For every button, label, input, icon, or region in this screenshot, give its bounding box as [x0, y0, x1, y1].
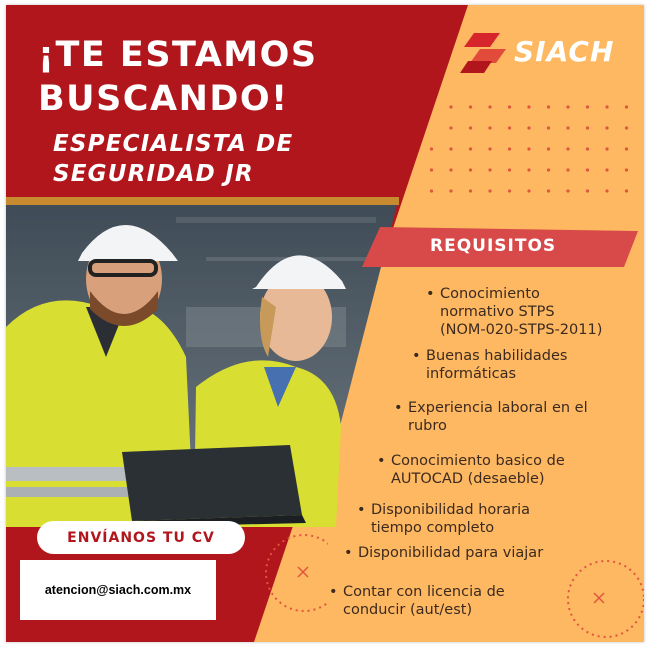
decorative-dot — [566, 147, 569, 150]
job-title-line-1: ESPECIALISTA DE — [53, 131, 294, 157]
decorative-dot — [469, 126, 472, 129]
decorative-dot — [488, 168, 491, 171]
decorative-dot — [469, 147, 472, 150]
requirement-item-1: • Conocimiento normativo STPS (NOM-020-STPS-2011) — [426, 286, 603, 338]
email-link[interactable]: atencion@siach.com.mx — [44, 583, 192, 597]
requirement-item-5: • Disponibilidad horaria tiempo completo — [357, 502, 531, 536]
headline — [38, 33, 318, 121]
decorative-dot — [586, 147, 589, 150]
decorative-dot — [488, 189, 491, 192]
decorative-dot — [605, 126, 608, 129]
requirement-item-2: • Buenas habilidades informáticas — [412, 348, 568, 382]
decorative-dot — [449, 147, 452, 150]
decorative-dot — [430, 147, 433, 150]
decorative-dot — [449, 105, 452, 108]
decorative-dot — [469, 105, 472, 108]
requirement-item-6: • Disponibilidad para viajar — [344, 545, 544, 561]
headline-line-1: ¡TE ESTAMOS — [38, 35, 318, 75]
decorative-dot — [430, 189, 433, 192]
dotted-circle-decoration — [244, 521, 328, 631]
headline-line-2: BUSCANDO! — [38, 79, 289, 119]
decorative-dot — [625, 189, 628, 192]
requirements-title: REQUISITOS — [430, 236, 557, 256]
decorative-dot — [586, 168, 589, 171]
decorative-dot — [605, 147, 608, 150]
decorative-dot — [605, 105, 608, 108]
send-cv-button[interactable]: ENVÍANOS TU CV — [37, 521, 245, 554]
decorative-dot — [508, 168, 511, 171]
decorative-dot — [449, 126, 452, 129]
decorative-dot — [566, 126, 569, 129]
requirement-item-7: • Contar con licencia de conducir (aut/est) — [329, 584, 505, 618]
decorative-dot — [488, 126, 491, 129]
decorative-dot — [527, 189, 530, 192]
decorative-dot — [625, 126, 628, 129]
decorative-dot — [547, 189, 550, 192]
decorative-dot — [547, 126, 550, 129]
decorative-dot — [586, 126, 589, 129]
decorative-dot — [527, 147, 530, 150]
decorative-dot — [508, 105, 511, 108]
decorative-dot — [488, 147, 491, 150]
decorative-dot — [625, 105, 628, 108]
siach-logo-icon — [460, 33, 512, 75]
decorative-dot — [527, 168, 530, 171]
decorative-dot — [566, 168, 569, 171]
requirement-item-3: • Experiencia laboral en el rubro — [394, 400, 588, 434]
decorative-dot — [508, 189, 511, 192]
dot-pattern-top — [406, 103, 638, 203]
decorative-dot — [625, 147, 628, 150]
decorative-dot — [605, 189, 608, 192]
decorative-dot — [508, 147, 511, 150]
decorative-dot — [527, 126, 530, 129]
decorative-dot — [566, 189, 569, 192]
decorative-dot — [488, 105, 491, 108]
job-poster — [6, 5, 644, 642]
decorative-dot — [430, 168, 433, 171]
decorative-dot — [449, 189, 452, 192]
workers-photo-icon — [6, 197, 406, 527]
decorative-dot — [527, 105, 530, 108]
decorative-dot — [586, 105, 589, 108]
decorative-dot — [547, 147, 550, 150]
decorative-dot — [547, 168, 550, 171]
brand-name: SIACH — [514, 35, 615, 68]
decorative-dot — [586, 189, 589, 192]
decorative-dot — [566, 105, 569, 108]
decorative-dot — [547, 105, 550, 108]
decorative-dot — [605, 168, 608, 171]
decorative-dot — [469, 189, 472, 192]
email-box — [20, 560, 216, 620]
decorative-dot — [469, 168, 472, 171]
decorative-dot — [508, 126, 511, 129]
dotted-circle-decoration-right — [560, 557, 644, 642]
decorative-dot — [449, 168, 452, 171]
decorative-dot — [625, 168, 628, 171]
job-title-line-2: SEGURIDAD JR — [53, 161, 254, 187]
requirement-item-4: • Conocimiento basico de AUTOCAD (desaeble) — [377, 453, 565, 487]
job-title — [53, 129, 293, 189]
